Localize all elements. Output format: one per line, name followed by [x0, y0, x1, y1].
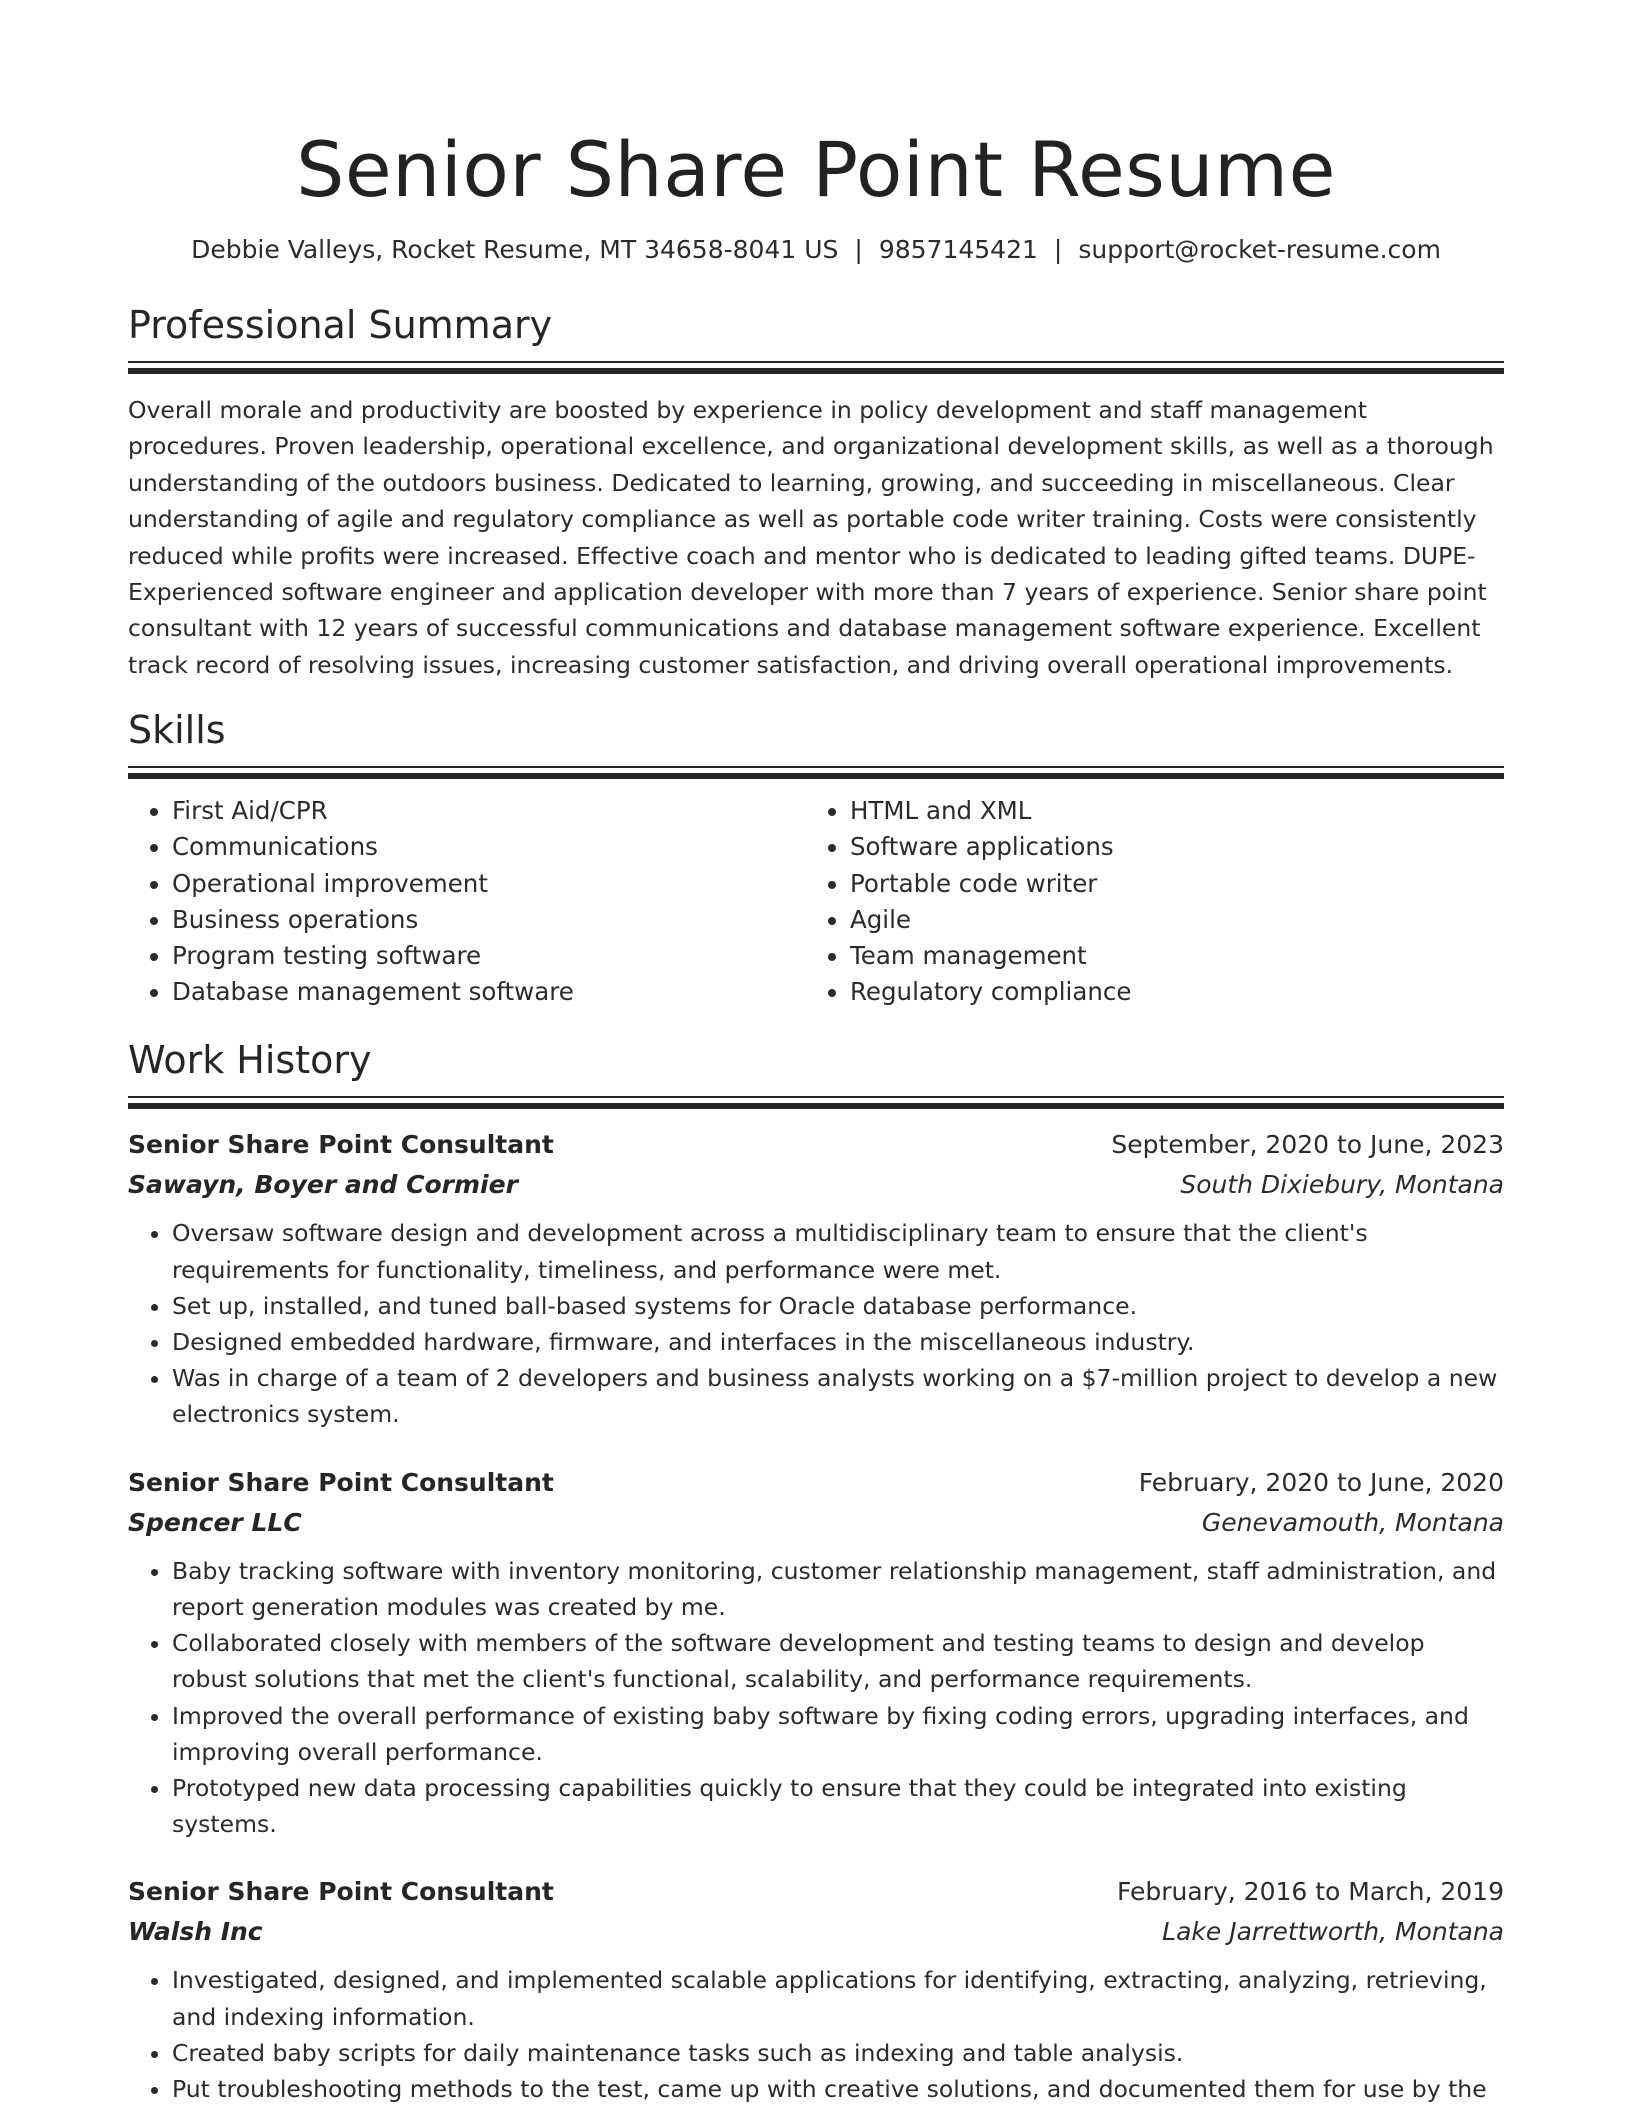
job-title: Senior Share Point Consultant	[128, 1467, 554, 1497]
skills-section	[128, 706, 1504, 1010]
job-bullets	[128, 1962, 1504, 2107]
skill-item: • Software applications	[850, 829, 1484, 865]
skill-item: • Communications	[172, 829, 806, 865]
skill-item: • First Aid/CPR	[172, 793, 806, 829]
skill-item: • Program testing software	[172, 938, 806, 974]
skill-item: • Agile	[850, 902, 1484, 938]
job-location: South Dixiebury, Montana	[1180, 1170, 1504, 1200]
job-entry	[128, 1125, 1504, 1432]
summary-section	[128, 301, 1504, 683]
job-dates: February, 2016 to March, 2019	[1116, 1877, 1504, 1907]
skills-list-right	[806, 793, 1484, 1010]
summary-heading: Professional Summary	[128, 303, 553, 347]
job-location: Genevamouth, Montana	[1201, 1507, 1504, 1537]
job-bullet: • Set up, installed, and tuned ball-based systems for Oracle database performance.	[172, 1288, 1504, 1324]
contact-address: Debbie Valleys, Rocket Resume, MT 34658-8041 US	[191, 235, 839, 264]
skills-columns	[128, 793, 1504, 1010]
summary-divider	[128, 361, 1504, 374]
job-bullet: • Oversaw software design and development across a multidisciplinary team to ensure that the client's requirements for functionality, timeliness, and performance were met.	[172, 1215, 1504, 1287]
skills-heading: Skills	[128, 708, 226, 753]
resume-title: Senior Share Point Resume	[296, 125, 1336, 214]
job-entry	[128, 1872, 1504, 2107]
skill-item: • Team management	[850, 938, 1484, 974]
job-company: Spencer LLC	[128, 1507, 302, 1537]
job-bullet: • Put troubleshooting methods to the test, came up with creative solutions, and documented them for use by the	[172, 2071, 1504, 2107]
work-divider	[128, 1096, 1504, 1109]
skills-list-left	[128, 793, 806, 1010]
work-section	[128, 1036, 1504, 2107]
job-dates: February, 2020 to June, 2020	[1138, 1467, 1504, 1497]
job-header-row	[128, 1125, 1504, 1165]
summary-text: Overall morale and productivity are boosted by experience in policy development and staff management procedures. Proven leadership, operational excellence, and organizational development skills, as well as a thorough understanding of the outdoors business. Dedicated to learning, growing, and succeeding in miscellaneous. Clear understanding of agile and regulatory compliance as well as portable code writer training. Costs were consistently reduced while profits were increased. Effective coach and mentor who is dedicated to leading gifted teams. DUPE- Experienced software engineer and application developer with more than 7 years of experience. Senior share point consultant with 12 years of successful communications and database management software experience. Excellent track record of resolving issues, increasing customer satisfaction, and driving overall operational improvements.	[128, 396, 1494, 679]
job-company-row	[128, 1503, 1504, 1543]
resume-page	[128, 0, 1504, 2107]
job-bullets	[128, 1553, 1504, 1843]
skill-item: • Portable code writer	[850, 866, 1484, 902]
job-bullet: • Was in charge of a team of 2 developers and business analysts working on a $7-million project to develop a new electronics system.	[172, 1360, 1504, 1432]
skill-item: • Regulatory compliance	[850, 974, 1484, 1010]
job-company: Walsh Inc	[128, 1917, 263, 1947]
job-bullet: • Collaborated closely with members of the software development and testing teams to design and develop robust solutions that met the client's functional, scalability, and performance requirements.	[172, 1625, 1504, 1697]
job-entry	[128, 1463, 1504, 1843]
skill-item: • Database management software	[172, 974, 806, 1010]
skills-divider	[128, 766, 1504, 779]
contact-email[interactable]: support@rocket-resume.com	[1078, 235, 1441, 264]
job-bullet: • Created baby scripts for daily maintenance tasks such as indexing and table analysis.	[172, 2035, 1504, 2071]
job-company-row	[128, 1912, 1504, 1952]
skill-item: • Operational improvement	[172, 866, 806, 902]
contact-phone: 9857145421	[878, 235, 1038, 264]
job-company-row	[128, 1165, 1504, 1205]
contact-separator: |	[854, 235, 863, 264]
job-header-row	[128, 1872, 1504, 1912]
work-heading: Work History	[128, 1038, 372, 1083]
job-bullet: • Designed embedded hardware, firmware, and interfaces in the miscellaneous industry.	[172, 1324, 1504, 1360]
job-company: Sawayn, Boyer and Cormier	[128, 1170, 518, 1200]
job-header-row	[128, 1463, 1504, 1503]
job-bullet: • Investigated, designed, and implemented scalable applications for identifying, extracting, analyzing, retrieving, and indexing information.	[172, 1962, 1504, 2034]
job-bullets	[128, 1215, 1504, 1432]
contact-line	[128, 234, 1504, 266]
job-bullet: • Prototyped new data processing capabilities quickly to ensure that they could be integrated into existing systems.	[172, 1770, 1504, 1842]
contact-separator: |	[1053, 235, 1063, 264]
job-title: Senior Share Point Consultant	[128, 1130, 554, 1160]
job-bullet: • Baby tracking software with inventory monitoring, customer relationship management, staff administration, and report generation modules was created by me.	[172, 1553, 1504, 1625]
job-bullet: • Improved the overall performance of existing baby software by fixing coding errors, upgrading interfaces, and improving overall performance.	[172, 1698, 1504, 1770]
job-dates: September, 2020 to June, 2023	[1111, 1130, 1504, 1160]
job-title: Senior Share Point Consultant	[128, 1877, 554, 1907]
skill-item: • HTML and XML	[850, 793, 1484, 829]
job-location: Lake Jarrettworth, Montana	[1162, 1917, 1504, 1947]
skill-item: • Business operations	[172, 902, 806, 938]
